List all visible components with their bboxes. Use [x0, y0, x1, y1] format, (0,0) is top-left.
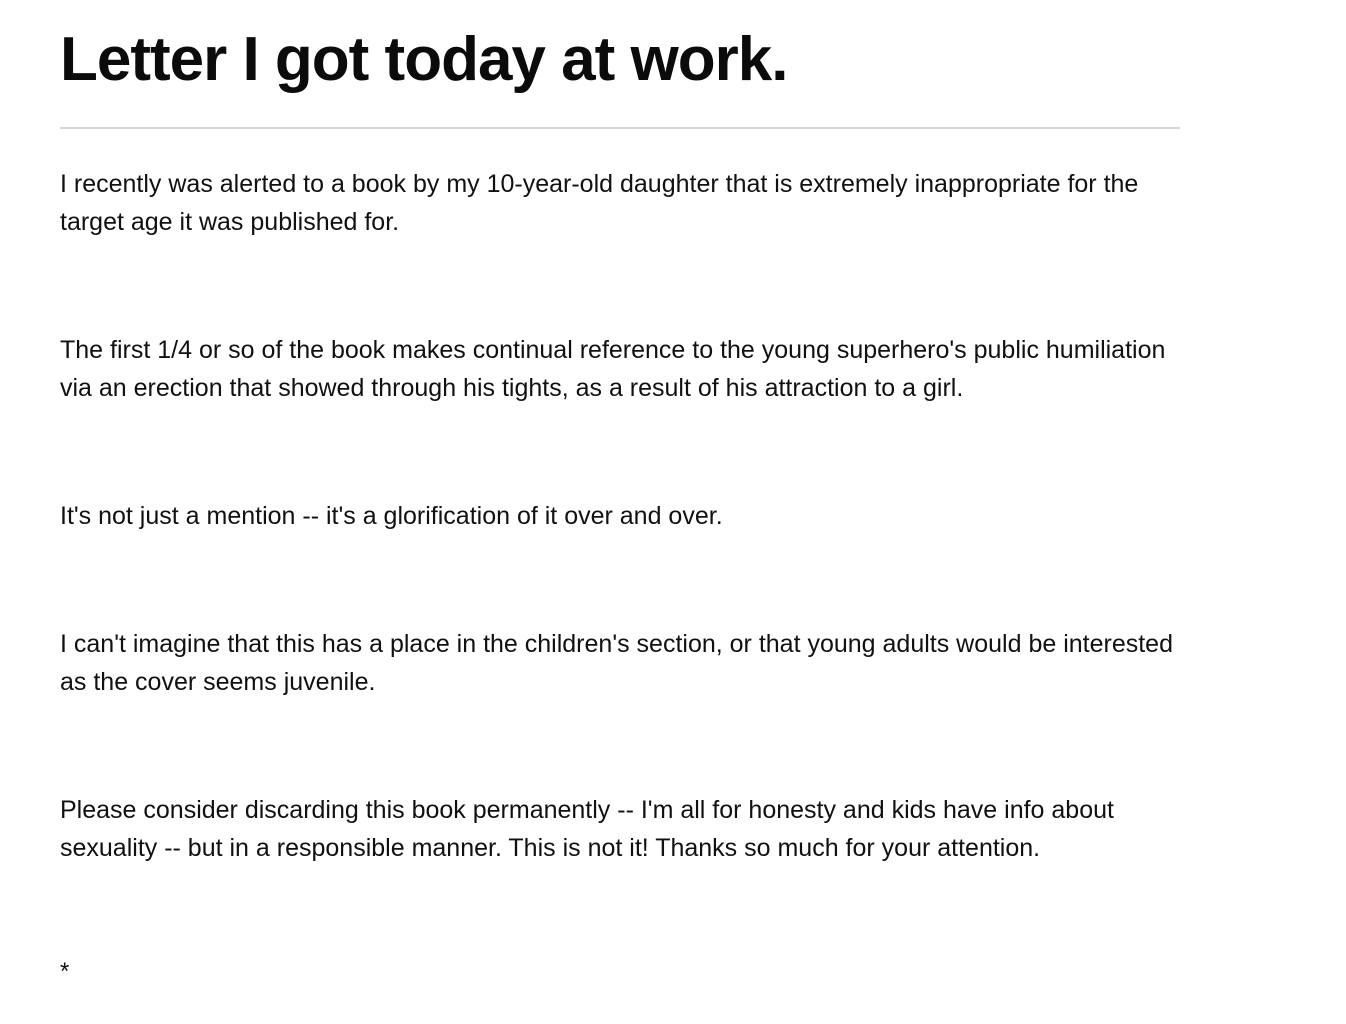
paragraph: I recently was alerted to a book by my 10-year-old daughter that is extremely inappropriate for the target age it was published for. — [60, 170, 1139, 236]
paragraph: Please consider discarding this book permanently -- I'm all for honesty and kids have info about sexuality -- but in a responsible manner. This is not it! Thanks so much for your attention. — [60, 796, 1114, 862]
paragraph: It's not just a mention -- it's a glorification of it over and over. — [60, 502, 723, 530]
paragraph: I can't imagine that this has a place in the children's section, or that young adults would be interested as the cover seems juvenile. — [60, 630, 1173, 696]
post-title: Letter I got today at work. — [60, 25, 788, 94]
paragraph: The first 1/4 or so of the book makes continual reference to the young superhero's public humiliation via an erection that showed through his tights, as a result of his attraction to a girl. — [60, 336, 1166, 402]
post-body — [60, 165, 1180, 867]
post-article — [60, 0, 1180, 985]
title-divider — [60, 127, 1180, 129]
footer-asterisk: * — [60, 958, 70, 985]
